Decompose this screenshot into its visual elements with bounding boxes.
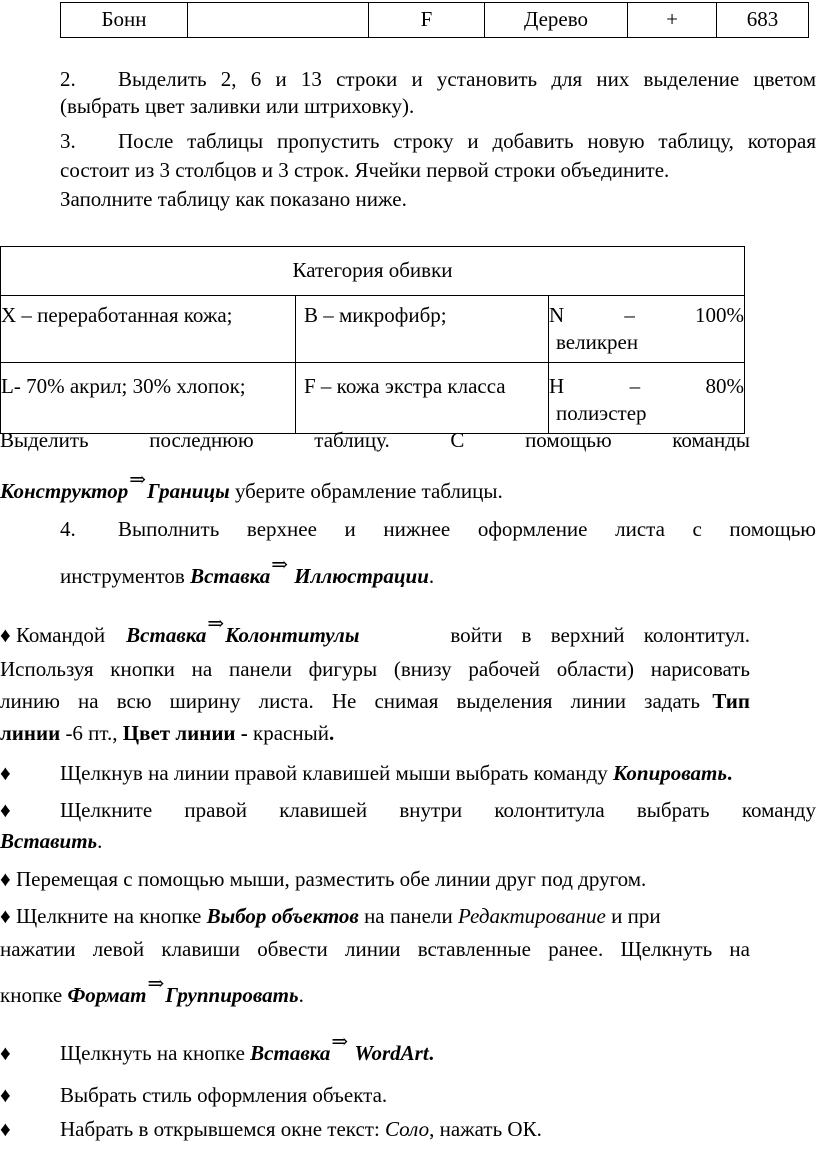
command: Вставка <box>126 623 207 647</box>
text: войти в верхний колонтитул. <box>450 623 750 647</box>
text: Командой <box>10 623 111 647</box>
command: Иллюстрации <box>294 564 429 588</box>
step-text: Выделить 2, 6 и 13 строки и установить для них выделение цветом <box>118 67 816 91</box>
table-cell <box>549 296 745 363</box>
text: красный <box>247 721 329 745</box>
text: и при <box>605 904 661 928</box>
top-table <box>60 2 809 38</box>
text: Щелкнув на линии правой клавишей мыши выбрать команду <box>60 761 613 785</box>
step-text: (выбрать цвет заливки или штриховку). <box>60 94 415 119</box>
bullet-5-line-2: нажатии левой клавиши обвести линии вставленные ранее. Щелкнуть на <box>0 937 750 961</box>
text: на панели <box>358 904 458 928</box>
step-4-line-2 <box>60 554 435 590</box>
table-cell: F – кожа экстра класса <box>296 363 549 434</box>
text: Соло <box>385 1117 430 1141</box>
table-cell: 683 <box>717 3 809 38</box>
bullet-7 <box>0 1082 387 1109</box>
text: Щелкнуть на кнопке <box>60 1041 251 1065</box>
command: WordArt <box>354 1041 429 1065</box>
table-cell: В – микрофибр; <box>296 296 549 363</box>
text: кнопке <box>0 983 68 1007</box>
text: Перемещая с помощью мыши, разместить обе линии друг под другом. <box>10 867 647 891</box>
command: Выбор объектов <box>206 904 359 928</box>
step-3 <box>60 127 816 214</box>
command: Вставка <box>250 1041 331 1065</box>
bullet-4 <box>0 866 646 893</box>
diamond-icon: ♦ <box>0 1083 11 1107</box>
command: Формат <box>67 983 147 1007</box>
bullet-1-line-2: Используя кнопки на панели фигуры (внизу рабочей области) нарисовать <box>0 657 750 681</box>
text: уберите обрамление таблицы. <box>229 479 503 503</box>
table-cell: F <box>369 3 485 38</box>
step-text: После таблицы пропустить строку и добавить новую таблицу, которая <box>118 129 816 153</box>
panel-name: Редактирование <box>457 904 606 928</box>
arrow-icon: ⇒ <box>147 973 165 995</box>
bullet-5-line-3 <box>0 973 304 1009</box>
step-4 <box>60 516 816 543</box>
text: . <box>726 761 733 785</box>
text: Набрать в открывшемся окне текст: <box>60 1117 386 1141</box>
text: Цвет линии - <box>122 721 248 745</box>
bullet-1-line-4 <box>0 720 334 747</box>
table-cell: Дерево <box>485 3 628 38</box>
text: . <box>428 564 435 588</box>
diamond-icon: ♦ <box>0 798 11 822</box>
command: Конструктор <box>0 479 129 503</box>
table-row <box>1 247 745 296</box>
step-number: 4. <box>60 517 76 541</box>
upholstery-table <box>0 246 745 434</box>
percent: 100% <box>694 303 744 327</box>
arrow-icon: ⇒ <box>207 613 225 635</box>
diamond-icon: ♦ <box>0 623 11 647</box>
command: Колонтитулы <box>225 623 360 647</box>
table-cell <box>549 363 745 434</box>
text: . <box>298 983 304 1007</box>
table-cell: + <box>628 3 717 38</box>
text: Щелкните на кнопке <box>10 904 207 928</box>
table-row <box>1 363 745 434</box>
step-number: 2. <box>60 67 76 91</box>
bullet-1-line-3 <box>0 688 750 715</box>
diamond-icon: ♦ <box>0 904 11 928</box>
dash: – <box>629 374 641 398</box>
text: . <box>428 1041 434 1065</box>
arrow-icon: ⇒ <box>129 469 146 491</box>
text: Выбрать стиль оформления объекта. <box>60 1083 388 1107</box>
command: Группировать <box>165 983 299 1007</box>
diamond-icon: ♦ <box>0 1041 11 1065</box>
bullet-1-line-1 <box>0 613 750 649</box>
step-text: Выполнить верхнее и нижнее оформление листа с помощью <box>118 517 816 541</box>
text: . <box>97 829 103 853</box>
dash: – <box>624 303 635 327</box>
material: полиэстер <box>556 401 647 426</box>
bullet-3 <box>0 797 816 824</box>
arrow-icon: ⇒ <box>271 554 289 576</box>
table-row <box>61 3 809 38</box>
text: линии <box>0 721 61 745</box>
material: великрен <box>556 330 639 355</box>
table-cell: L- 70% акрил; 30% хлопок; <box>1 363 296 434</box>
diamond-icon: ♦ <box>0 1117 11 1141</box>
bullet-3-line-2 <box>0 828 102 855</box>
text: Щелкните правой клавишей внутри колонтитула выбрать команду <box>60 798 816 822</box>
arrow-icon: ⇒ <box>331 1031 349 1053</box>
text: линию на всю ширину листа. Не снимая выделения линии задать <box>0 689 700 713</box>
text: инструментов <box>60 564 191 588</box>
command: Вставить <box>0 829 98 853</box>
percent: 80% <box>705 374 744 398</box>
table-cell: X – переработанная кожа; <box>1 296 296 363</box>
step-2 <box>60 66 816 121</box>
bullet-2 <box>0 760 732 787</box>
table-cell: Бонн <box>61 3 188 38</box>
after-table-line-2 <box>0 469 503 505</box>
step-number: 3. <box>60 129 76 153</box>
text: -6 пт., <box>60 721 123 745</box>
table-header-cell: Категория обивки <box>1 247 745 296</box>
after-table-line: Выделить последнюю таблицу. С помощью команды <box>0 428 750 452</box>
text: . <box>328 721 335 745</box>
code: H <box>549 374 565 398</box>
step-text: состоит из 3 столбцов и 3 строк. Ячейки первой строки объедините. <box>60 158 670 182</box>
diamond-icon: ♦ <box>0 867 11 891</box>
command: Вставка <box>190 564 271 588</box>
bullet-8 <box>0 1116 542 1143</box>
table-cell <box>188 3 369 38</box>
step-text: Заполните таблицу как показано ниже. <box>60 187 407 211</box>
bullet-6 <box>0 1031 434 1067</box>
text: , нажать ОК. <box>429 1117 542 1141</box>
table-row <box>1 296 745 363</box>
command: Копировать <box>612 761 727 785</box>
bullet-5-line-1 <box>0 903 661 930</box>
text: Тип <box>712 689 750 713</box>
diamond-icon: ♦ <box>0 761 11 785</box>
code: N <box>549 303 565 327</box>
command: Границы <box>147 479 230 503</box>
